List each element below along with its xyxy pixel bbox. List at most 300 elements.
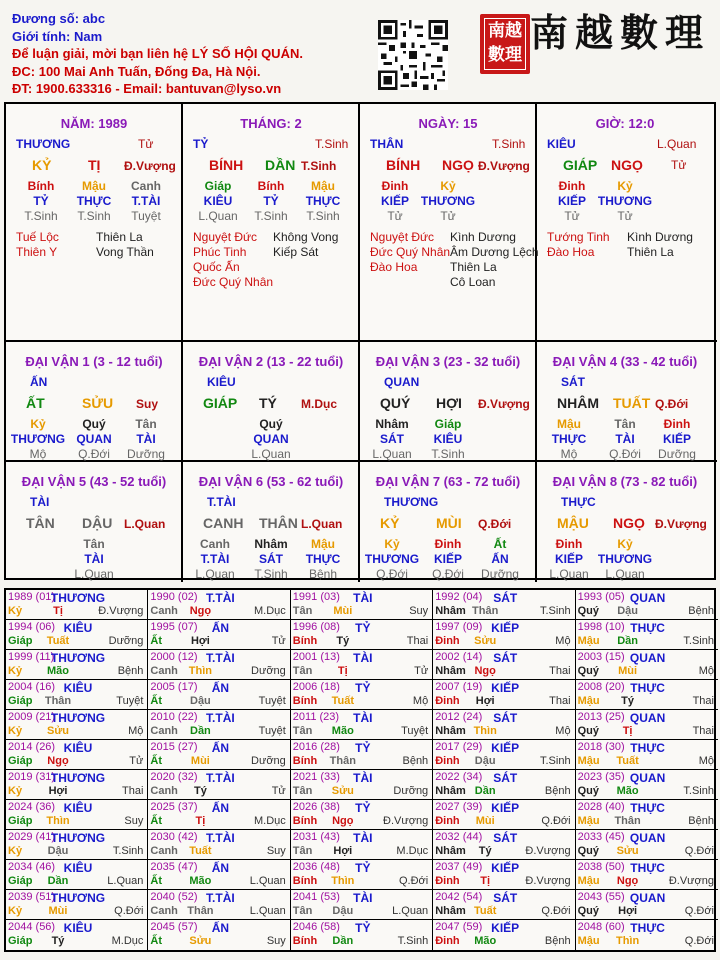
dai-van-branch: MÙI [436,515,462,531]
hidden-stem: Đinh [555,537,583,551]
year-label: 1998 (10) [577,621,625,633]
year-state: Mộ [698,665,714,677]
annual-year-cell [576,770,718,800]
year-state: Q.Đới [114,905,144,917]
bazi-chart [4,102,716,580]
annual-year-cell [291,830,433,860]
year-ten-god: THỰC [630,681,665,695]
year-ten-god: KIẾP [491,801,520,815]
year-label: 2026 (38) [292,801,340,813]
year-branch: Ngọ [189,605,212,617]
dai-van-state: Suy [136,397,159,411]
hidden-stem: Nhâm [254,537,288,551]
year-stem: Ất [150,935,162,947]
annual-year-cell [433,620,575,650]
year-stem: Ất [150,755,162,767]
year-label: 2048 (60) [577,921,625,933]
gender-label: Giới tính: [12,28,71,44]
earthly-branch: DẦN [265,157,296,173]
year-label: 2032 (44) [435,831,483,843]
year-state: Mộ [555,725,571,737]
year-label: 2016 (28) [292,741,340,753]
hidden-ten-god: KIẾP [554,552,584,566]
year-state: Bệnh [544,785,571,797]
annual-year-cell [433,920,575,950]
year-branch: Mùi [190,755,210,767]
year-branch: Tị [53,605,63,617]
hidden-state: Q.Đới [376,567,408,581]
year-ten-god: SÁT [493,891,518,905]
auspicious-star: Phúc Tinh [193,245,247,259]
year-ten-god: QUAN [629,591,666,605]
hidden-stem: Ất [493,537,507,551]
dai-van-ten-god: THỰC [561,495,596,509]
hidden-state: Q.Đới [432,567,464,581]
hidden-ten-god: KIẾP [662,432,692,446]
annual-year-cell [6,800,148,830]
year-stem: Ất [150,875,162,887]
auspicious-star: Thiên Y [16,245,58,259]
dai-van-ten-god: SÁT [561,375,585,389]
hidden-stem: Kỷ [30,417,46,431]
dai-van-branch: TUẤT [613,395,651,411]
year-label: 2022 (34) [435,771,483,783]
year-branch: Mùi [48,905,68,917]
inauspicious-star: Âm Dương Lệch [450,245,539,259]
year-stem: Kỷ [8,605,23,617]
hidden-state: Dưỡng [127,447,165,461]
dai-van-state: L.Quan [301,517,343,531]
year-label: 2009 (21) [8,711,56,723]
pillar-title: THÁNG: 2 [240,116,302,131]
year-stem: Giáp [8,875,33,887]
hidden-state: T.Sinh [254,567,288,581]
year-state: Tử [129,755,144,767]
year-ten-god: TÀI [353,711,373,725]
year-branch: Mão [47,665,69,677]
year-label: 1994 (06) [8,621,56,633]
year-label: 2020 (32) [150,771,198,783]
year-label: 1992 (04) [435,591,483,603]
earthly-branch: TỊ [88,157,101,173]
year-label: 2044 (56) [8,921,56,933]
year-label: 2000 (12) [150,651,198,663]
owner-value: abc [82,11,106,26]
hidden-ten-god: SÁT [259,552,283,566]
dai-van-state: Q.Đới [655,397,689,411]
year-state: T.Sinh [397,935,429,947]
year-stem: Tân [292,845,313,857]
hidden-ten-god: TỶ [33,194,49,208]
year-state: Tuyệt [116,695,144,707]
year-ten-god: ẤN [211,921,230,935]
hidden-state: L.Quan [74,567,114,581]
year-state: Suy [409,605,429,617]
hidden-ten-god: KIÊU [433,432,463,446]
year-state: Mộ [412,695,429,707]
year-ten-god: QUAN [629,651,666,665]
annual-year-cell [291,860,433,890]
auspicious-star: Đào Hoa [370,260,418,274]
year-branch: Tý [193,785,207,797]
dai-van-state: M.Dục [301,397,337,411]
annual-year-cell [6,860,148,890]
hidden-stem: Giáp [204,179,232,193]
annual-year-cell [433,860,575,890]
year-stem: Bính [292,815,318,827]
year-label: 2029 (41) [8,831,56,843]
year-branch: Tý [51,935,65,947]
annual-year-cell [433,710,575,740]
year-ten-god: T.TÀI [206,891,235,905]
year-ten-god: ẤN [211,621,230,635]
inauspicious-star: Kình Dương [627,230,693,244]
year-state: Mộ [128,725,144,737]
hidden-state: Tử [387,209,403,223]
year-ten-god: TÀI [353,891,373,905]
year-branch: Tuất [473,905,497,917]
year-ten-god: QUAN [629,891,666,905]
year-label: 2017 (29) [435,741,483,753]
year-stem: Quý [577,605,599,617]
dai-van-stem: GIÁP [203,395,238,411]
year-stem: Nhâm [435,785,466,797]
year-stem: Nhâm [435,725,466,737]
address-line: ĐC: 100 Mai Anh Tuấn, Đống Đa, Hà Nội. [12,63,261,79]
annual-year-cell [576,620,718,650]
year-ten-god: TÀI [353,771,373,785]
year-ten-god: QUAN [629,771,666,785]
annual-year-cell [433,830,575,860]
year-stem: Mậu [577,635,600,647]
year-state: Bệnh [402,755,429,767]
year-state: T.Sinh [683,785,714,797]
year-branch: Dần [332,935,354,947]
year-ten-god: TỶ [355,861,371,875]
dai-van-state: Q.Đới [478,517,512,531]
year-stem: Nhâm [435,845,466,857]
year-stem: Giáp [8,695,33,707]
year-label: 2018 (30) [577,741,625,753]
header-info [12,10,303,98]
hidden-state: Tuyệt [131,209,161,223]
year-stem: Đinh [435,815,460,827]
annual-year-cell [433,800,575,830]
hidden-stem: Tân [83,537,105,551]
year-label: 2041 (53) [292,891,340,903]
auspicious-star: Tuế Lộc [16,230,59,244]
year-label: 2015 (27) [150,741,198,753]
year-state: Thai [549,695,571,707]
year-label: 2033 (45) [577,831,625,843]
hidden-state: T.Sinh [24,209,58,223]
hidden-ten-god: KIẾP [433,552,463,566]
dai-van-ten-god: KIÊU [207,375,236,389]
year-stem: Canh [150,845,178,857]
annual-year-cell [148,710,290,740]
year-branch: Tị [480,875,491,887]
annual-year-cell [576,860,718,890]
hidden-ten-god: THỰC [305,194,341,208]
year-state: Q.Đới [684,845,714,857]
year-ten-god: T.TÀI [206,831,235,845]
annual-year-cell [148,590,290,620]
auspicious-star: Nguyệt Đức [370,230,435,244]
dai-van-state: Đ.Vượng [655,517,707,531]
pillar-ten-god: THƯƠNG [16,137,71,151]
year-branch: Dần [190,725,211,737]
heavenly-stem: BÍNH [386,157,421,173]
hidden-ten-god: KIẾP [557,194,587,208]
year-state: T.Sinh [683,635,714,647]
year-state: Thai [692,725,714,737]
year-branch: Sửu [46,725,70,737]
year-branch: Tuất [46,635,70,647]
annual-year-cell [291,650,433,680]
year-label: 2035 (47) [150,861,198,873]
year-branch: Hợi [48,785,68,797]
hidden-stem: Bính [27,179,55,193]
annual-year-cell [291,680,433,710]
year-ten-god: THỰC [630,621,665,635]
year-stem: Kỷ [8,905,23,917]
year-label: 2002 (14) [435,651,483,663]
annual-year-cell [576,890,718,920]
contact-note: Để luận giải, mời bạn liên hệ LÝ SỐ HỘI QUÁN. [12,46,303,61]
year-label: 1993 (05) [577,591,625,603]
year-branch: Sửu [616,845,639,857]
hidden-state: Dưỡng [658,447,696,461]
year-stem: Tân [292,725,313,737]
year-label: 1999 (11) [8,651,55,663]
year-branch: Thân [472,605,499,617]
phone-email-line[interactable]: ĐT: 1900.633316 - Email: bantuvan@lyso.vn [12,81,282,96]
auspicious-star: Nguyệt Đức [193,230,258,244]
year-state: Tuyệt [258,695,286,707]
year-branch: Tuất [189,845,212,857]
year-ten-god: KIẾP [491,921,520,935]
inauspicious-star: Vong Thần [96,245,154,259]
hidden-ten-god: KIÊU [203,194,233,208]
year-ten-god: THỰC [630,861,665,875]
hidden-ten-god: QUAN [76,432,112,446]
hidden-state: T.Sinh [77,209,111,223]
year-ten-god: THƯƠNG [50,891,106,905]
hidden-ten-god: THƯƠNG [597,194,653,208]
year-label: 2028 (40) [577,801,625,813]
dai-van-ten-god: ẤN [30,375,48,389]
year-state: Q.Đới [684,905,714,917]
year-state: Suy [266,845,286,857]
brand-calligraphy: 南越數理 [530,10,711,55]
year-state: Đ.Vượng [525,875,571,887]
year-ten-god: TỶ [355,621,371,635]
year-stem: Nhâm [435,605,466,617]
dai-van-cell [6,342,183,462]
year-label: 2030 (42) [150,831,198,843]
dai-van-ten-god: THƯƠNG [384,495,439,509]
year-label: 2001 (13) [292,651,340,663]
year-branch: Tị [622,725,633,737]
annual-year-cell [576,830,718,860]
year-stem: Kỷ [8,725,23,737]
year-ten-god: TỶ [355,681,371,695]
dai-van-stem: MẬU [557,515,589,531]
year-state: Dưỡng [251,665,286,677]
dai-van-title: ĐẠI VẬN 8 (73 - 82 tuổi) [552,474,698,489]
year-label: 2008 (20) [577,681,625,693]
year-state: M.Dục [254,815,286,827]
year-branch: Ngọ [332,815,354,827]
pillar-ten-god-state: Tử [138,137,154,151]
hidden-state: L.Quan [251,447,291,461]
annual-year-cell [576,590,718,620]
year-state: Tử [271,785,286,797]
dai-van-stem: NHÂM [557,395,599,411]
hidden-state: Tử [564,209,580,223]
year-ten-god: THƯƠNG [50,591,106,605]
annual-year-cell [576,710,718,740]
year-ten-god: ẤN [211,741,230,755]
year-stem: Đinh [435,875,460,887]
dai-van-cell [360,462,537,582]
year-state: Mộ [698,755,714,767]
year-label: 2042 (54) [435,891,483,903]
annual-year-cell [576,740,718,770]
year-ten-god: QUAN [629,831,666,845]
dai-van-cell [537,462,717,582]
year-branch: Tý [478,845,492,857]
year-label: 2046 (58) [292,921,340,933]
annual-year-cell [6,830,148,860]
year-branch: Thìn [188,665,212,677]
year-stem: Mậu [577,755,600,767]
year-ten-god: THỰC [630,801,665,815]
year-branch: Mão [331,725,354,737]
inauspicious-star: Kiếp Sát [273,245,319,259]
annual-year-cell [6,770,148,800]
year-ten-god: KIÊU [63,621,93,635]
annual-year-cell [6,650,148,680]
year-label: 2003 (15) [577,651,625,663]
hidden-ten-god: TÀI [84,552,104,566]
pillar-ten-god: TỶ [193,137,209,151]
pillar-title: GIỜ: 12:0 [595,116,655,131]
year-label: 2005 (17) [150,681,198,693]
year-stem: Tân [292,785,313,797]
year-ten-god: KIẾP [491,681,520,695]
year-stem: Mậu [577,695,600,707]
year-label: 1995 (07) [150,621,198,633]
year-branch: Mão [616,785,639,797]
year-stem: Đinh [435,935,460,947]
annual-year-cell [576,800,718,830]
year-label: 2043 (55) [577,891,625,903]
year-stem: Quý [577,785,599,797]
year-stem: Ất [150,635,162,647]
hidden-stem: Đinh [558,179,586,193]
year-ten-god: TÀI [353,831,373,845]
year-branch: Tị [195,815,206,827]
year-stem: Nhâm [435,665,466,677]
hidden-ten-god: TÀI [136,432,156,446]
pillar-cell [183,104,360,342]
year-ten-god: KIẾP [491,741,520,755]
year-state: Dưỡng [108,635,144,647]
hidden-stem: Đinh [381,179,409,193]
year-ten-god: THƯƠNG [50,711,106,725]
year-state: Q.Đới [541,815,571,827]
year-branch: Hợi [618,905,638,917]
year-state: L.Quan [392,905,429,917]
owner-label: Đương số: [12,11,80,26]
year-ten-god: ẤN [211,801,230,815]
heavenly-stem: KỶ [32,157,52,173]
year-stem: Nhâm [435,905,466,917]
annual-year-cell [291,590,433,620]
year-stem: Quý [577,665,599,677]
year-state: T.Sinh [112,845,144,857]
year-ten-god: T.TÀI [206,651,235,665]
annual-year-cell [148,890,290,920]
hidden-ten-god: SÁT [380,432,404,446]
year-label: 2011 (23) [292,711,340,723]
year-ten-god: SÁT [493,771,518,785]
year-branch: Tị [337,665,348,677]
year-state: Đ.Vượng [98,605,144,617]
hidden-ten-god: QUAN [253,432,289,446]
annual-year-cell [291,620,433,650]
gender-value: Nam [73,28,103,44]
annual-year-cell [433,650,575,680]
annual-year-cell [291,920,433,950]
dai-van-stem: KỶ [380,515,400,531]
year-state: Bệnh [688,815,714,827]
dai-van-cell [537,342,717,462]
year-label: 2021 (33) [292,771,340,783]
annual-year-cell [6,590,148,620]
year-stem: Quý [577,725,599,737]
year-branch: Mão [474,935,497,947]
year-branch: Dậu [47,845,69,857]
dai-van-branch: DẬU [82,515,113,531]
annual-year-cell [148,680,290,710]
inauspicious-star: Thiên La [96,230,143,244]
dai-van-title: ĐẠI VẬN 1 (3 - 12 tuổi) [25,354,163,369]
year-label: 2007 (19) [435,681,483,693]
year-branch: Sửu [189,935,212,947]
year-branch: Thân [187,905,214,917]
year-ten-god: THỰC [630,921,665,935]
earthly-branch: NGỌ [611,157,643,173]
year-stem: Tân [292,905,313,917]
hidden-state: T.Sinh [254,209,288,223]
hidden-state: Bệnh [308,567,338,581]
annual-year-cell [148,860,290,890]
year-state: Thai [406,635,429,647]
year-stem: Quý [577,905,599,917]
year-label: 2034 (46) [8,861,56,873]
year-state: L.Quan [249,875,286,887]
hidden-state: Tử [440,209,456,223]
year-label: 1996 (08) [292,621,340,633]
hidden-ten-god: T.TÀI [131,194,161,208]
pillar-title: NĂM: 1989 [60,116,128,131]
year-ten-god: SÁT [493,651,518,665]
year-label: 1991 (03) [292,591,340,603]
annual-year-cell [6,680,148,710]
annual-year-cell [6,920,148,950]
